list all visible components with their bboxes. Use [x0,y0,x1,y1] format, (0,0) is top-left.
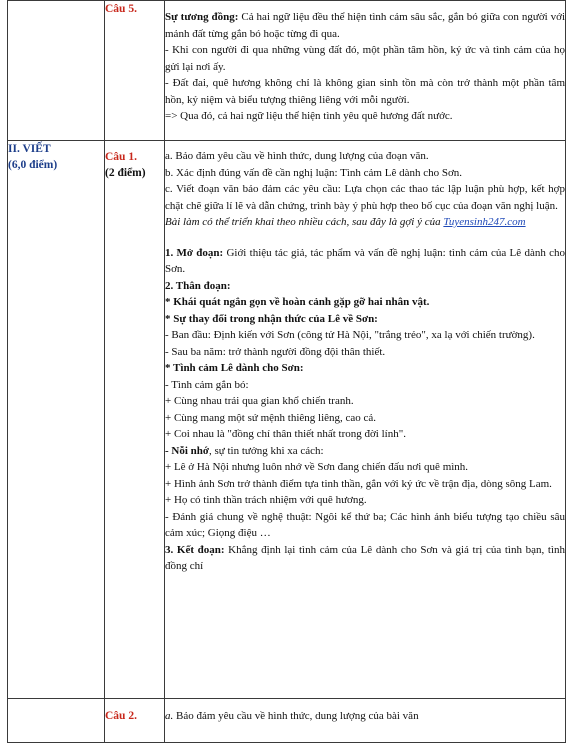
row-cau-1 [8,141,566,699]
answer-cell [165,699,566,743]
closing-paragraph [165,542,565,575]
missing-text: , sự tin tưởng khi xa cách: [209,444,324,457]
section-cell-empty [8,1,105,141]
answer-line [165,708,565,725]
answer-line: + Cùng mang một sứ mệnh thiêng liêng, cao cả. [165,411,377,424]
question-cell [105,1,165,141]
similarity-text: Cả hai ngữ liệu đều thể hiện tình cảm sâu sắc, gắn bó giữa con người với mảnh đất từng gắn bó hoặc từng đi qua. [165,11,566,40]
section-points: (6,0 điểm) [8,159,58,171]
answer-line: + Lê ở Hà Nội nhưng luôn nhớ về Sơn đang chiến đấu nơi quê mình. [165,461,469,473]
answer-key-table [7,0,566,743]
answer-line: + Coi nhau là "đồng chí thân thiết nhất trong đời lính". [165,428,406,440]
opening-text: Giới thiệu tác giả, tác phẩm và vấn đề nghị luận: tình cảm của Lê dành cho Sơn. [165,246,565,275]
opening-label: 1. Mở đoạn: [165,246,224,259]
item-text: Bảo đảm yêu cầu về hình thức, dung lượng của bài văn [173,710,419,722]
answer-line: - Đất đai, quê hương không chỉ là không gian sinh tồn mà còn trở thành một phần tâm hồn, kỷ niệm và biểu tượng thiêng liêng với mỗi người. [165,77,565,106]
answer-line: a. Bảo đảm yêu cầu về hình thức, dung lượng của đoạn văn. [165,150,429,162]
similarity-label: Sự tương đồng: [165,11,239,23]
opening-paragraph [165,245,565,278]
row-cau-2 [8,699,566,743]
answer-cell [165,1,566,141]
missing-label: - Nỗi nhớ [165,444,209,457]
question-number: Câu 5. [105,3,137,15]
source-link[interactable]: Tuyensinh247.com [443,216,526,228]
question-cell [105,699,165,743]
closing-text: Khẳng định lại tình cảm của Lê dành cho Sơn và giá trị của tình bạn, tình đồng chí [165,543,566,572]
item-prefix: a. [165,710,174,722]
closing-label: 3. Kết đoạn: [165,543,225,556]
spacer [165,231,565,245]
body-label: 2. Thân đoạn: [165,279,231,292]
answer-line: - Sau ba năm: trở thành người đồng đội thân thiết. [165,345,386,358]
answer-line: + Hình ảnh Sơn trở thành điểm tựa tinh thần, gắn với ký ức về trận địa, dòng sông Lam. [165,477,552,490]
question-cell [105,141,165,699]
answer-cell [165,141,566,699]
note-text: Bài làm có thể triển khai theo nhiều cách, sau đây là gợi ý của [165,216,441,228]
answer-line: - Đánh giá chung về nghệ thuật: Ngôi kể thứ ba; Các hình ảnh biểu tượng tạo chiều sâu cảm xúc; Giọng điệu … [165,510,565,539]
answer-line: + Họ có tinh thần trách nhiệm với quê hương. [165,494,367,506]
question-number: Câu 2. [105,710,137,722]
row-cau-5 [8,1,566,141]
missing-paragraph [165,443,565,460]
answer-line: => Qua đó, cả hai ngữ liệu thể hiện tình yêu quê hương đất nước. [165,110,453,122]
note-paragraph [165,214,565,231]
answer-line: - Khi con người đi qua những vùng đất đó, một phần tâm hồn, ký ức và tình cảm của họ gửi lại nơi ấy. [165,44,565,73]
answer-line: b. Xác định đúng vấn đề cần nghị luận: Tình cảm Lê dành cho Sơn. [165,166,463,179]
answer-line: - Tình cảm gắn bó: [165,378,249,391]
heading-perception: * Sự thay đổi trong nhận thức của Lê về Sơn: [165,312,378,325]
heading-context: * Khái quát ngắn gọn về hoàn cảnh gặp gỡ hai nhân vật. [165,296,430,308]
question-points: (2 điểm) [105,167,146,179]
section-title: II. VIẾT [8,143,51,155]
answer-line: c. Viết đoạn văn bảo đảm các yêu cầu: Lựa chọn các thao tác lập luận phù hợp, kết hợp chặt chẽ giữa lí lẽ và dẫn chứng, trình bày ý phù hợp theo bố cục của đoạn văn nghị luận. [165,183,565,212]
similarity-paragraph [165,9,565,42]
question-number: Câu 1. [105,151,137,163]
heading-feelings: * Tình cảm Lê dành cho Sơn: [165,362,304,374]
answer-line: - Ban đầu: Định kiến với Sơn (công tử Hà Nội, "trắng trẻo", xa lạ với chiến trường). [165,329,535,341]
section-cell [8,141,105,699]
section-cell-empty [8,699,105,743]
answer-line: + Cùng nhau trải qua gian khổ chiến tranh. [165,395,354,407]
